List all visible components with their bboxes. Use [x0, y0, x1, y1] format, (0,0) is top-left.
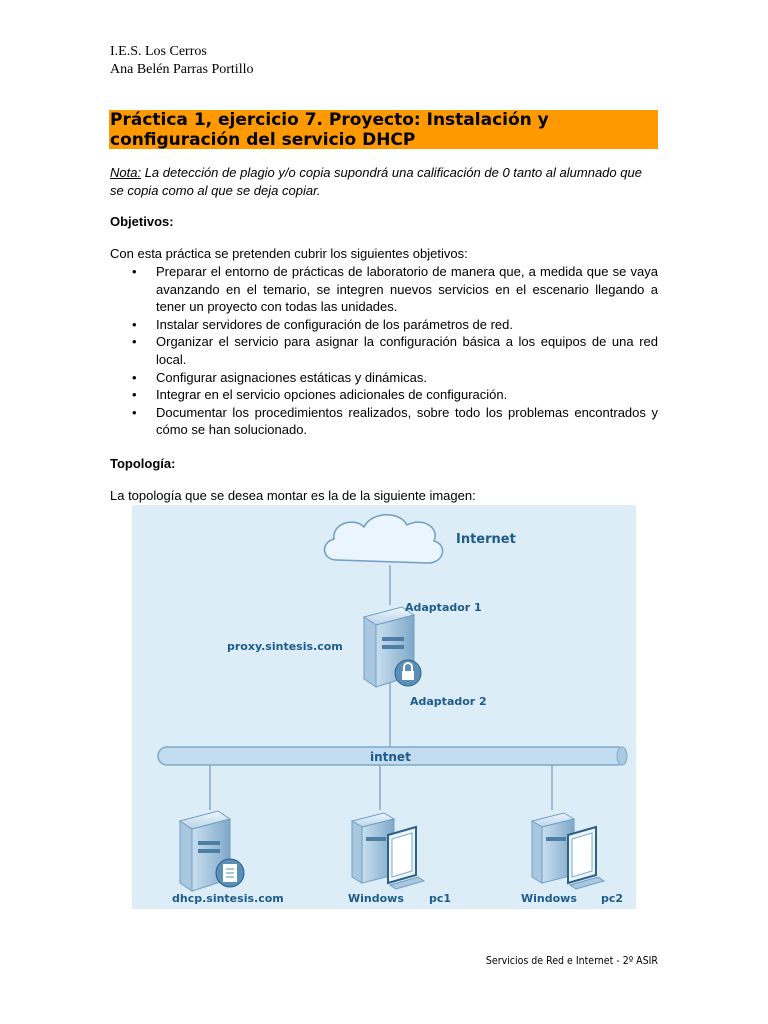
list-item-text: Preparar el entorno de prácticas de laboratorio de manera que, a medida que se vaya avanzando en el temario, se integren nuevos servicios en el escenario llegando a tener un proyecto con todas las unidades. — [156, 264, 658, 315]
list-item-text: Configurar asignaciones estáticas y dinámicas. — [156, 369, 427, 385]
list-item-text: Organizar el servicio para asignar la configuración básica a los equipos de una red local. — [156, 334, 658, 367]
list-item-text: Instalar servidores de configuración de los parámetros de red. — [156, 316, 513, 332]
dhcp-server-icon — [180, 811, 244, 891]
list-item — [110, 404, 658, 439]
adapter1-label: Adaptador 1 — [405, 601, 482, 614]
page-footer: Servicios de Red e Internet - 2º ASIR — [485, 955, 658, 967]
intnet-label: intnet — [370, 750, 411, 764]
list-item — [110, 316, 658, 334]
pc1-computer-icon — [352, 813, 424, 889]
list-item — [110, 263, 658, 316]
bullet: • — [132, 334, 137, 350]
nota-paragraph — [110, 164, 658, 199]
proxy-server-icon — [364, 607, 421, 687]
topology-heading: Topología: — [110, 456, 176, 471]
pc2-computer-icon — [532, 813, 604, 889]
proxy-label: proxy.sintesis.com — [227, 640, 343, 653]
topology-diagram — [132, 505, 636, 909]
nota-text: La detección de plagio y/o copia supondrá una calificación de 0 tanto al alumnado que se copia como al que se deja copiar. — [110, 165, 642, 198]
internet-label: Internet — [456, 532, 516, 547]
dhcp-label: dhcp.sintesis.com — [172, 892, 284, 905]
topology-intro: La topología que se desea montar es la de la siguiente imagen: — [110, 488, 476, 503]
diagram-drawing — [132, 505, 636, 909]
objectives-heading: Objetivos: — [110, 214, 174, 229]
bullet: • — [132, 387, 137, 403]
internet-cloud-icon — [325, 515, 443, 563]
pc1-os-label: Windows — [348, 892, 404, 905]
list-item — [110, 369, 658, 387]
bullet: • — [132, 264, 137, 279]
header-school: I.E.S. Los Cerros — [110, 44, 207, 59]
pc1-name-label: pc1 — [429, 892, 452, 905]
list-item — [110, 386, 658, 404]
list-item — [110, 333, 658, 368]
pc2-name-label: pc2 — [601, 892, 624, 905]
list-item-text: Integrar en el servicio opciones adicionales de configuración. — [156, 387, 508, 403]
nota-label: Nota: — [110, 165, 142, 180]
bullet: • — [132, 316, 137, 332]
adapter2-label: Adaptador 2 — [410, 695, 487, 708]
objectives-list — [110, 263, 658, 439]
page-title: Práctica 1, ejercicio 7. Proyecto: Instalación y configuración del servicio DHCP — [110, 110, 549, 150]
pc2-os-label: Windows — [521, 892, 577, 905]
bullet: • — [132, 369, 137, 385]
header-author: Ana Belén Parras Portillo — [110, 62, 254, 77]
objectives-intro: Con esta práctica se pretenden cubrir los siguientes objetivos: — [110, 246, 468, 261]
bullet: • — [132, 404, 137, 420]
list-item-text: Documentar los procedimientos realizados, sobre todo los problemas encontrados y cómo se han solucionado. — [156, 404, 658, 438]
